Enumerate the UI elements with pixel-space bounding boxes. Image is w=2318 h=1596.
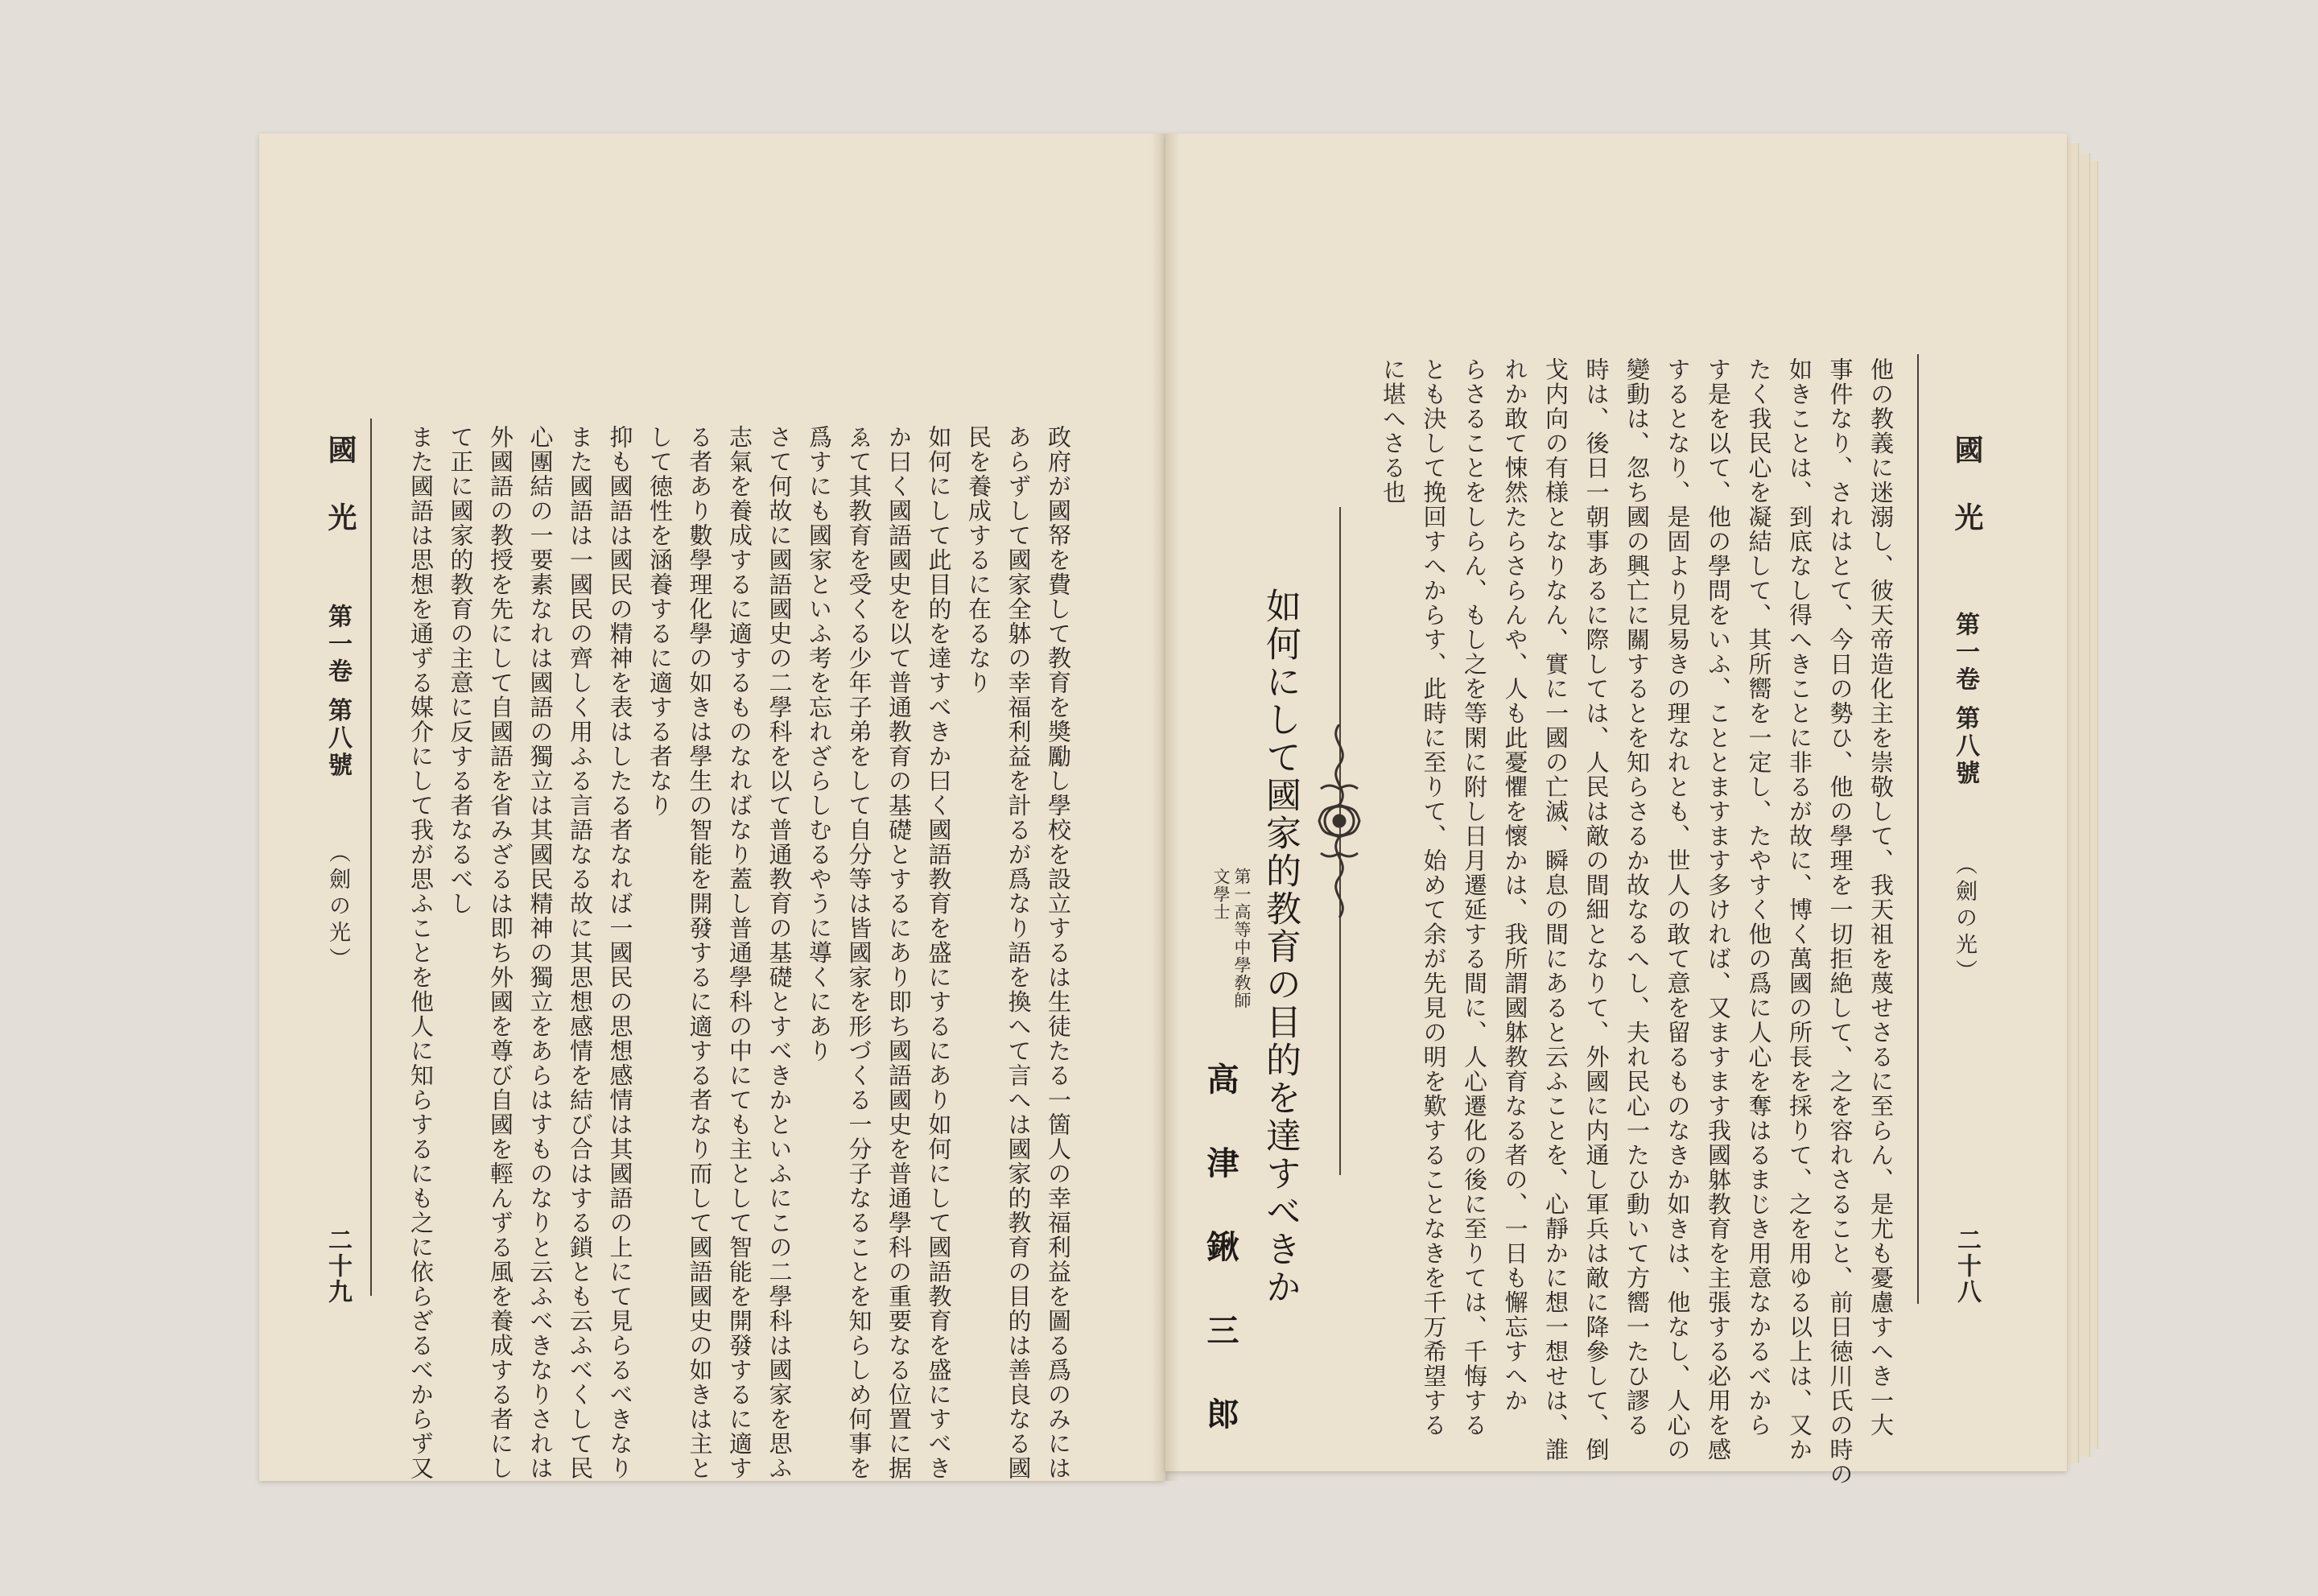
text-column: また國語は一國民の齊しく用ふる言語なる故に其思想感情を結び合はする鎖とも云ふべくして民 (567, 425, 594, 1481)
text-column: するとなり、是固より見易きの理なれとも、世人の敢て意を留るものなきか如きは、他なし、人心の (1664, 357, 1692, 1462)
right-volume-issue: 第一卷 第八號 (1951, 612, 1979, 788)
right-header-rule (1917, 354, 1919, 1304)
right-page-number: 二十八 (1953, 1227, 1981, 1305)
text-column: して徳性を涵養するに適する者なり (646, 425, 674, 818)
left-running-title: 國光 (324, 435, 357, 570)
page-edge (2067, 143, 2079, 1463)
book-gutter (1151, 134, 1180, 1481)
text-column: に堪へさる也 (1380, 357, 1407, 505)
text-column: また國語は思想を通ずる媒介にして我が思ふことを他人に知らするにも之に依らざるべからず又 (407, 425, 435, 1481)
text-column: 戈内向の有様となりなん、實に一國の亡滅、瞬息の間にあると云ふことを、心靜かに想一想せは、誰 (1542, 357, 1569, 1462)
text-column: か曰く國語國史を以て普通教育の基礎とするにあり即ち國語國史を普通學科の重要なる位置に据 (885, 425, 913, 1481)
text-column: す是を以て、他の學問をいふ、こととますます多ければ、又ますます我國躰教育を主張する必用を感 (1705, 357, 1732, 1462)
text-column: たく我民心を凝結して、其所嚮を一定し、たやすく他の爲に人心を奪はるまじき用意なかるべから (1745, 357, 1773, 1437)
right-subtitle: （劍の光） (1952, 853, 1977, 986)
text-column: 志氣を養成するに適するものなればなり蓋し普通學科の中にても主として智能を開發するに適す (726, 425, 753, 1481)
right-running-title: 國光 (1950, 435, 1984, 570)
text-column: 事件なり、されはとて、今日の勢ひ、他の學理を一切拒絶して、之を容れさること、前日徳川氏の時の (1826, 357, 1854, 1487)
text-column: 爲すにも國家といふ考を忘れざらしむるやうに導くにあり (806, 425, 833, 1063)
left-subtitle: （劍の光） (325, 841, 350, 974)
text-column: る者あり數學理化學の如きは學生の智能を開發するに適する者なり而して國語國史の如きは主と (686, 425, 714, 1481)
author-name: 高津鍬三郎 (1202, 1062, 1239, 1481)
text-column: らさることをしらん、もし之を等閑に附し日月遷延する間に、人心遷化の後に至りては、千悔する (1461, 357, 1488, 1437)
left-volume-issue: 第一卷 第八號 (324, 604, 352, 780)
text-column: あらずして國家全躰の幸福利益を計るが爲なり語を換へて言へは國家的教育の目的は善良なる國 (1004, 425, 1033, 1481)
left-header-rule (370, 419, 372, 1296)
author-affiliation: 第一高等中學敎師 (1232, 868, 1252, 1009)
text-column: 抑も國語は國民の精神を表はしたる者なれば一國民の思想感情は其國語の上にて見らるべきなり (606, 425, 634, 1481)
text-column: 如きことは、到底なし得へきことに非るが故に、博く萬國の所長を採りて、之を用ゆる以上は、又か (1786, 357, 1813, 1462)
text-column: 變動は、忽ち國の興亡に關するとを知らさるか故なるへし、夫れ民心一たひ動いて方嚮一たひ謬る (1623, 357, 1651, 1437)
article-title: 如何にして國家的教育の目的を達すべきか (1260, 588, 1301, 1306)
page-edge (2078, 153, 2090, 1457)
text-column: れか敢て悚然たらさらんや、人も此憂懼を懷かは、我所謂國躰教育なる者の、一日も懈忘すへか (1501, 357, 1529, 1413)
text-column: 時は、後日一朝事あるに際しては、人民は敵の間細となりて、外國に内通し軍兵は敵に降參して、倒 (1582, 357, 1611, 1462)
text-column: 民を養成するに在るなり (965, 425, 992, 695)
text-column: 政府が國帑を費して教育を奬勵し學校を設立するは生徒たる一箇人の幸福利益を圖る爲のみには (1045, 425, 1072, 1481)
floral-ornament-icon (1311, 724, 1367, 918)
right-page (1165, 134, 2067, 1471)
page-edge (2089, 161, 2098, 1449)
text-column: ゑて其教育を受くる少年子弟をして自分等は皆國家を形づくる一分子なることを知らしめ何事を (845, 425, 873, 1481)
text-column: 如何にして此目的を達すべきか曰く國語教育を盛にするにあり如何にして國語教育を盛にすべき (925, 425, 953, 1481)
left-page-number: 二十九 (324, 1227, 352, 1305)
author-degree: 文學士 (1211, 868, 1231, 921)
text-column: さて何故に國語國史の二學科を以て普通教育の基礎とすべきかといふにこの二學科は國家を思ふ (765, 425, 794, 1481)
text-column: て正に國家的教育の主意に反する者なるべし (447, 425, 475, 916)
text-column: 他の教義に迷溺し、彼天帝造化主を崇敬して、我天祖を蔑せさるに至らん、是尤も憂慮すへき一大 (1867, 357, 1895, 1437)
text-column: 心團結の一要素なれは國語の獨立は其國民精神の獨立をあらはすものなりと云ふべきなりされは (526, 425, 555, 1481)
text-column: とも決して挽回すへからす、此時に至りて、始めて余が先見の明を歎することなきを千万希望する (1420, 357, 1448, 1437)
text-column: 外國語の教授を先にして自國語を省みざるは即ち外國を尊び自國を輕んずる風を養成する者にし (487, 425, 514, 1481)
